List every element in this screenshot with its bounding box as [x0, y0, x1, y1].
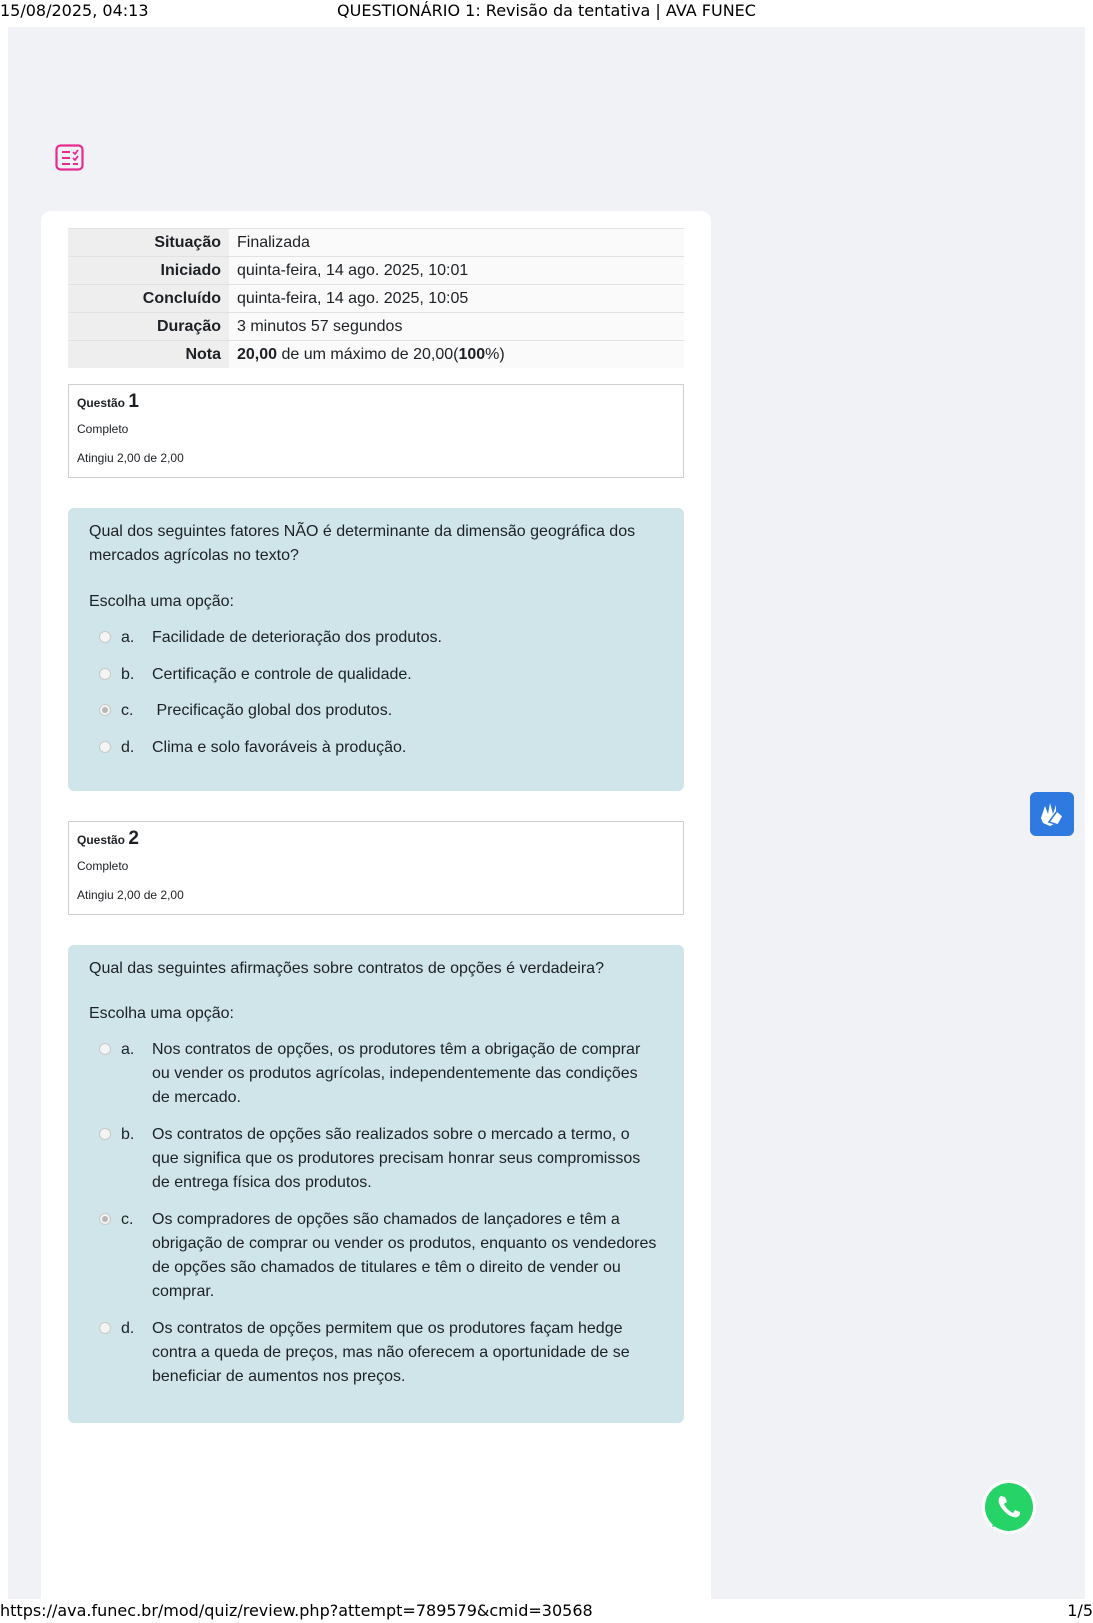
print-date: 15/08/2025, 04:13	[0, 1, 149, 20]
answer-text: Os compradores de opções são chamados de lançadores e têm a obrigação de comprar ou vender os produtos, enquanto os vendedores de opções são chamados de titulares e têm o direito de vender ou comprar.	[152, 1211, 657, 1300]
summary-label: Situação	[68, 229, 229, 257]
print-footer	[0, 1599, 1093, 1623]
answer-text: Certificação e controle de qualidade.	[152, 666, 412, 683]
radio-button[interactable]	[99, 1128, 111, 1140]
answer-letter: a.	[121, 629, 135, 646]
sign-language-button[interactable]	[1030, 792, 1074, 836]
summary-row-started	[68, 257, 684, 285]
answer-text: Nos contratos de opções, os produtores têm a obrigação de comprar ou vender os produtos agrícolas, independentemente das condições de mercado.	[152, 1041, 641, 1106]
question-number-value: 2	[128, 828, 139, 849]
grade-score: 20,00	[237, 345, 278, 363]
summary-grade-value	[229, 341, 684, 369]
print-page-number: 1/5	[1067, 1601, 1093, 1620]
answer-prompt: Escolha uma opção:	[89, 593, 234, 610]
radio-button[interactable]	[99, 668, 111, 680]
question-1-info	[68, 384, 684, 478]
summary-value: quinta-feira, 14 ago. 2025, 10:05	[229, 285, 684, 313]
radio-button[interactable]	[99, 1322, 111, 1334]
answer-letter: d.	[121, 1320, 135, 1337]
summary-label: Nota	[68, 341, 229, 369]
radio-button-checked[interactable]	[99, 1213, 111, 1225]
question-text: Qual dos seguintes fatores NÃO é determinante da dimensão geográfica dos mercados agrícolas no texto?	[89, 523, 636, 564]
answer-text: Os contratos de opções são realizados sobre o mercado a termo, o que significa que os produtores precisam honrar seus compromissos de entrega física dos produtos.	[152, 1126, 641, 1191]
summary-row-duration	[68, 313, 684, 341]
summary-row-state	[68, 229, 684, 257]
attempt-summary-table	[68, 228, 684, 368]
question-number	[77, 828, 139, 850]
radio-button[interactable]	[99, 741, 111, 753]
summary-label: Duração	[68, 313, 229, 341]
print-header	[0, 0, 1093, 24]
question-text: Qual das seguintes afirmações sobre contratos de opções é verdadeira?	[89, 960, 604, 977]
question-prefix: Questão	[77, 833, 126, 847]
grade-percent: 100	[458, 345, 486, 363]
radio-button[interactable]	[99, 631, 111, 643]
grade-max-text: de um máximo de 20,00(	[277, 345, 459, 363]
summary-label: Concluído	[68, 285, 229, 313]
summary-label: Iniciado	[68, 257, 229, 285]
quiz-list-icon	[55, 144, 85, 172]
answer-text: Clima e solo favoráveis à produção.	[152, 739, 407, 756]
answer-letter: b.	[121, 1126, 135, 1143]
answer-letter: a.	[121, 1041, 135, 1058]
answer-text: Facilidade de deterioração dos produtos.	[152, 629, 442, 646]
answer-text: Os contratos de opções permitem que os produtores façam hedge contra a queda de preços, mas não oferecem a oportunidade de se beneficiar de aumentos nos preços.	[152, 1320, 630, 1385]
question-1-formulation	[68, 508, 684, 791]
question-prefix: Questão	[77, 396, 126, 410]
answer-letter: b.	[121, 666, 135, 683]
print-page-title: QUESTIONÁRIO 1: Revisão da tentativa | AVA FUNEC	[337, 1, 756, 20]
summary-row-completed	[68, 285, 684, 313]
question-number	[77, 391, 139, 413]
print-url: https://ava.funec.br/mod/quiz/review.php?attempt=789579&cmid=30568	[0, 1601, 593, 1620]
answer-text: Precificação global dos produtos.	[152, 702, 393, 719]
grade-end: %)	[485, 345, 505, 363]
question-grade: Atingiu 2,00 de 2,00	[77, 888, 184, 902]
hand-sign-language-icon	[1030, 792, 1074, 836]
summary-value: Finalizada	[229, 229, 684, 257]
question-2-formulation	[68, 945, 684, 1423]
question-grade: Atingiu 2,00 de 2,00	[77, 451, 184, 465]
question-state: Completo	[77, 422, 129, 436]
question-state: Completo	[77, 859, 129, 873]
question-number-value: 1	[128, 391, 139, 412]
whatsapp-icon[interactable]	[979, 1478, 1039, 1538]
answer-prompt: Escolha uma opção:	[89, 1005, 234, 1022]
answer-letter: c.	[121, 1211, 134, 1228]
question-2-info	[68, 821, 684, 915]
radio-button-checked[interactable]	[99, 704, 111, 716]
summary-value: quinta-feira, 14 ago. 2025, 10:01	[229, 257, 684, 285]
answer-letter: d.	[121, 739, 135, 756]
summary-value: 3 minutos 57 segundos	[229, 313, 684, 341]
radio-button[interactable]	[99, 1043, 111, 1055]
answer-letter: c.	[121, 702, 134, 719]
summary-row-grade	[68, 341, 684, 369]
